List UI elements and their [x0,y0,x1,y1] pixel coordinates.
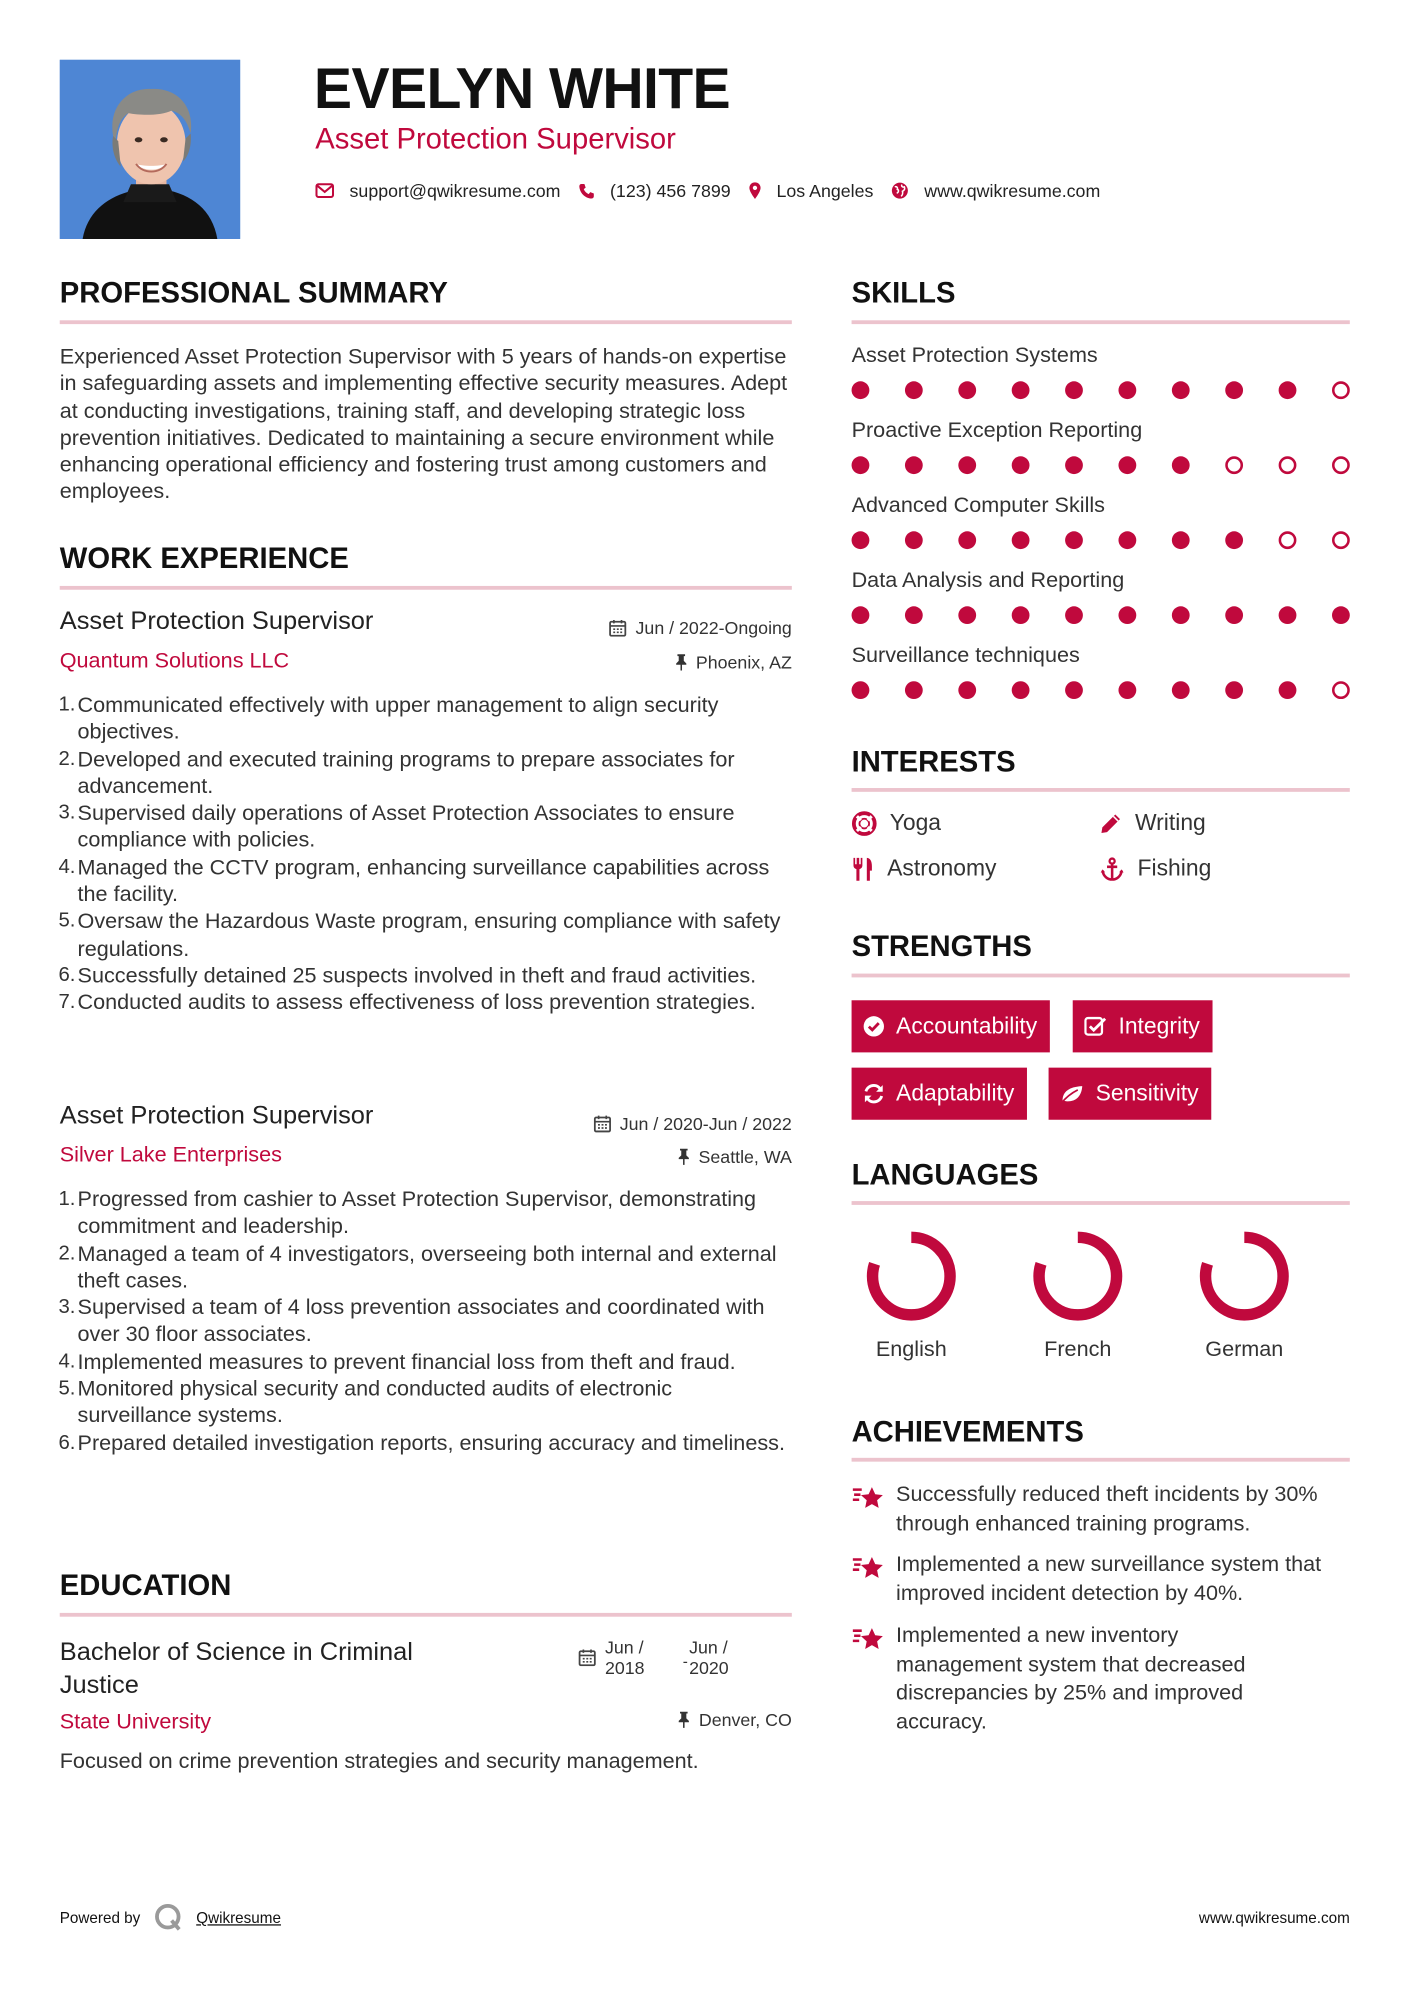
pushpin-icon [674,653,687,671]
experience-heading: WORK EXPERIENCE [59,541,349,575]
shooting-star-icon [852,1485,885,1513]
rating-dot-filled [1279,606,1297,624]
rating-dot-filled [852,606,870,624]
website-text: www.qwikresume.com [924,180,1101,201]
education-location [677,1709,792,1729]
language-level-arc [1206,1237,1284,1315]
list-item: Conducted audits to assess effectiveness of loss prevention strategies. [77,990,756,1015]
list-item: Successfully detained 25 suspects involved in theft and fraud activities. [77,963,757,988]
rating-dot-filled [1065,381,1083,399]
job-2-dates-text: Jun / 2020-Jun / 2022 [619,1113,792,1134]
rating-dot-filled [1225,381,1243,399]
email-text: support@qwikresume.com [349,180,561,201]
rating-dot-empty [1332,531,1350,549]
interest-astronomy [852,855,997,882]
achievement-item [852,1551,1350,1608]
rating-dot-filled [1012,531,1030,549]
degree-title: Bachelor of Science in Criminal Justice [59,1638,413,1700]
contact-website[interactable] [891,180,1100,200]
rating-dot-filled [958,606,976,624]
rating-dot-filled [852,381,870,399]
list-item: Prepared detailed investigation reports, ensuring accuracy and timeliness. [77,1430,785,1455]
language-label: English [875,1337,947,1362]
job-1-location-text: Phoenix, AZ [695,652,792,673]
skill-rating [852,606,1350,624]
skill-name: Data Analysis and Reporting [851,568,1125,593]
job-1-location [674,652,792,672]
language-gauge [1196,1228,1293,1325]
language-gauge [1030,1228,1127,1325]
calendar-icon [578,1648,596,1666]
strength-tag [852,1000,1050,1052]
skill-rating [852,531,1350,549]
list-item: Developed and executed training programs to prepare associates for advancement. [77,746,735,799]
school-name: State University [59,1709,212,1734]
strength-tag [1073,1000,1213,1052]
strength-tag [1049,1068,1212,1120]
language-gauge [863,1228,960,1325]
interest-label: Fishing [1137,855,1212,881]
interest-label: Writing [1135,809,1206,836]
skill-name: Surveillance techniques [851,643,1080,668]
education-dates [578,1637,728,1678]
rating-dot-filled [1012,456,1030,474]
education-start-year: 2018 [604,1657,645,1678]
list-item: Oversaw the Hazardous Waste program, ensuring compliance with safety regulations. [77,909,781,961]
list-item: Communicated effectively with upper management to align security objectives. [77,692,719,744]
skill-name: Advanced Computer Skills [851,493,1105,518]
rating-dot-filled [1225,606,1243,624]
rating-dot-filled [1065,681,1083,699]
rating-dot-filled [958,456,976,474]
skill-rating [852,381,1350,399]
achievement-item [852,1622,1350,1736]
language-item [1183,1228,1305,1363]
rating-dot-filled [1065,531,1083,549]
rating-dot-filled [905,456,923,474]
rating-dot-filled [958,681,976,699]
languages-heading: LANGUAGES [851,1157,1039,1191]
list-item: Supervised daily operations of Asset Protection Associates to ensure compliance with policies. [77,800,735,853]
languages-divider [852,1201,1350,1205]
footer-powered-by [60,1903,281,1934]
language-item [1017,1228,1139,1363]
location-text: Los Angeles [776,180,874,201]
job-2-dates [593,1113,792,1133]
achievement-icon-wrap [852,1551,896,1608]
strength-label: Accountability [896,1012,1038,1039]
rating-dot-filled [1118,531,1136,549]
rating-dot-empty [1332,681,1350,699]
list-item: Progressed from cashier to Asset Protection Supervisor, demonstrating commitment and leadership. [77,1187,757,1239]
rating-dot-filled [852,681,870,699]
shooting-star-icon [852,1554,885,1582]
rating-dot-filled [1012,681,1030,699]
rating-dot-filled [1118,381,1136,399]
language-item [850,1228,972,1363]
rating-dot-filled [905,381,923,399]
job-2-bullets [60,1186,792,1457]
interest-yoga [852,810,941,837]
strength-label: Sensitivity [1095,1080,1199,1106]
rating-dot-filled [1172,681,1190,699]
skill-rating [852,456,1350,474]
qwikresume-logo-icon [154,1903,185,1934]
phone-text: (123) 456 7899 [610,180,731,201]
cutlery-icon [852,856,875,881]
shooting-star-icon [852,1626,885,1654]
qwikresume-link[interactable]: Qwikresume [196,1909,281,1927]
rating-dot-filled [1279,381,1297,399]
rating-dot-filled [1065,606,1083,624]
achievement-icon-wrap [852,1481,896,1538]
rating-dot-filled [852,531,870,549]
strength-label: Integrity [1118,1012,1200,1039]
language-label: French [1044,1337,1112,1362]
education-location-text: Denver, CO [698,1709,792,1730]
list-item: Managed the CCTV program, enhancing surveillance capabilities across the facility. [77,855,770,907]
rating-dot-filled [1012,381,1030,399]
interest-label: Yoga [889,809,942,836]
rating-dot-empty [1332,456,1350,474]
leaf-icon [1060,1083,1084,1105]
achievements-heading: ACHIEVEMENTS [851,1414,1084,1448]
language-label: German [1205,1337,1284,1362]
strength-tag [852,1068,1027,1120]
profile-photo [60,60,240,239]
rating-dot-filled [1118,681,1136,699]
job-2-location [677,1146,792,1166]
powered-by-text: Powered by [59,1909,141,1927]
language-level-arc [873,1237,951,1315]
education-end-date [689,1637,729,1678]
phone-icon [578,182,595,199]
skill-name: Proactive Exception Reporting [851,418,1143,443]
pencil-icon [1099,812,1122,835]
interest-writing [1099,810,1205,837]
job-1-company: Quantum Solutions LLC [59,648,290,673]
rating-dot-empty [1225,456,1243,474]
list-item: Implemented measures to prevent financial loss from theft and fraud. [77,1349,736,1374]
experience-divider [60,586,792,590]
education-start-month: Jun / [604,1637,644,1658]
candidate-name: EVELYN WHITE [313,55,731,121]
rating-dot-empty [1332,381,1350,399]
achievements-divider [852,1458,1350,1462]
job-2-location-text: Seattle, WA [698,1146,792,1167]
globe-icon [891,182,909,200]
rating-dot-filled [905,681,923,699]
rating-dot-filled [1118,456,1136,474]
rating-dot-filled [905,606,923,624]
rating-dot-filled [1172,606,1190,624]
rating-dot-filled [1012,606,1030,624]
rating-dot-filled [1225,681,1243,699]
check-square-icon [1084,1016,1107,1038]
rating-dot-filled [1225,531,1243,549]
summary-heading: PROFESSIONAL SUMMARY [59,275,448,309]
strengths-divider [852,974,1350,978]
contact-bar [315,178,1118,203]
interests-divider [852,788,1350,792]
check-circle-icon [863,1016,885,1038]
rating-dot-empty [1279,531,1297,549]
summary-divider [60,320,792,324]
refresh-icon [863,1083,885,1105]
portrait-image [60,60,240,239]
rating-dot-filled [1172,531,1190,549]
rating-dot-filled [1172,381,1190,399]
job-1-bullets [60,691,792,1016]
skill-name: Asset Protection Systems [851,343,1098,368]
skills-heading: SKILLS [851,275,956,309]
rating-dot-filled [958,381,976,399]
list-item: Monitored physical security and conducted audits of electronic surveillance systems. [77,1376,673,1428]
education-heading: EDUCATION [59,1568,232,1602]
rating-dot-filled [852,456,870,474]
language-level-arc [1039,1237,1117,1315]
education-start-date [605,1637,645,1678]
rating-dot-filled [1118,606,1136,624]
rating-dot-filled [1332,606,1350,624]
education-date-separator: - [682,1652,688,1671]
interest-label: Astronomy [887,855,997,881]
pushpin-icon [677,1148,690,1166]
strength-label: Adaptability [896,1080,1015,1106]
rating-dot-filled [1279,681,1297,699]
job-1-title: Asset Protection Supervisor [59,607,374,636]
rating-dot-filled [958,531,976,549]
rating-dot-filled [1065,456,1083,474]
footer-website[interactable]: www.qwikresume.com [1198,1909,1350,1927]
calendar-icon [593,1115,611,1133]
calendar-icon [609,619,627,637]
job-1-dates [609,618,792,638]
strengths-heading: STRENGTHS [851,929,1032,963]
job-2-title: Asset Protection Supervisor [59,1101,374,1130]
interests-heading: INTERESTS [851,744,1016,778]
education-end-month: Jun / [689,1637,728,1658]
list-item: Managed a team of 4 investigators, overseeing both internal and external theft cases. [77,1241,777,1293]
pushpin-icon [677,1711,690,1729]
interest-fishing [1099,855,1211,882]
achievement-text: Successfully reduced theft incidents by 30% through enhanced training programs. [896,1481,1318,1535]
achievement-text: Implemented a new surveillance system that improved incident detection by 40%. [896,1551,1322,1605]
achievement-text: Implemented a new inventory management system that decreased discrepancies by 25% and improved accuracy. [896,1623,1246,1734]
contact-email[interactable] [315,180,560,200]
rating-dot-filled [905,531,923,549]
envelope-icon [315,183,334,198]
lifebuoy-icon [852,810,877,835]
job-2-company: Silver Lake Enterprises [59,1142,282,1167]
contact-phone[interactable] [578,180,730,200]
rating-dot-filled [1172,456,1190,474]
map-pin-icon [748,182,761,200]
skills-divider [852,320,1350,324]
education-description: Focused on crime prevention strategies and security management. [59,1748,699,1774]
education-divider [60,1613,792,1617]
candidate-title: Asset Protection Supervisor [315,122,676,156]
contact-location [748,180,873,200]
achievement-icon-wrap [852,1622,896,1736]
rating-dot-empty [1279,456,1297,474]
summary-text: Experienced Asset Protection Supervisor with 5 years of hands-on expertise in safeguarding assets and implementing effective security measures. Adept at conducting investigations, training staff, and developing strategic loss prevention initiatives. Dedicated to maintaining a secure environment while enhancing operational efficiency and fostering trust among customers and employees. [59,344,788,504]
skill-rating [852,681,1350,699]
achievement-item [852,1481,1350,1538]
education-end-year: 2020 [689,1657,729,1678]
list-item: Supervised a team of 4 loss prevention associates and coordinated with over 30 floor associates. [77,1295,765,1347]
job-1-dates-text: Jun / 2022-Ongoing [635,617,792,639]
anchor-icon [1099,856,1124,881]
